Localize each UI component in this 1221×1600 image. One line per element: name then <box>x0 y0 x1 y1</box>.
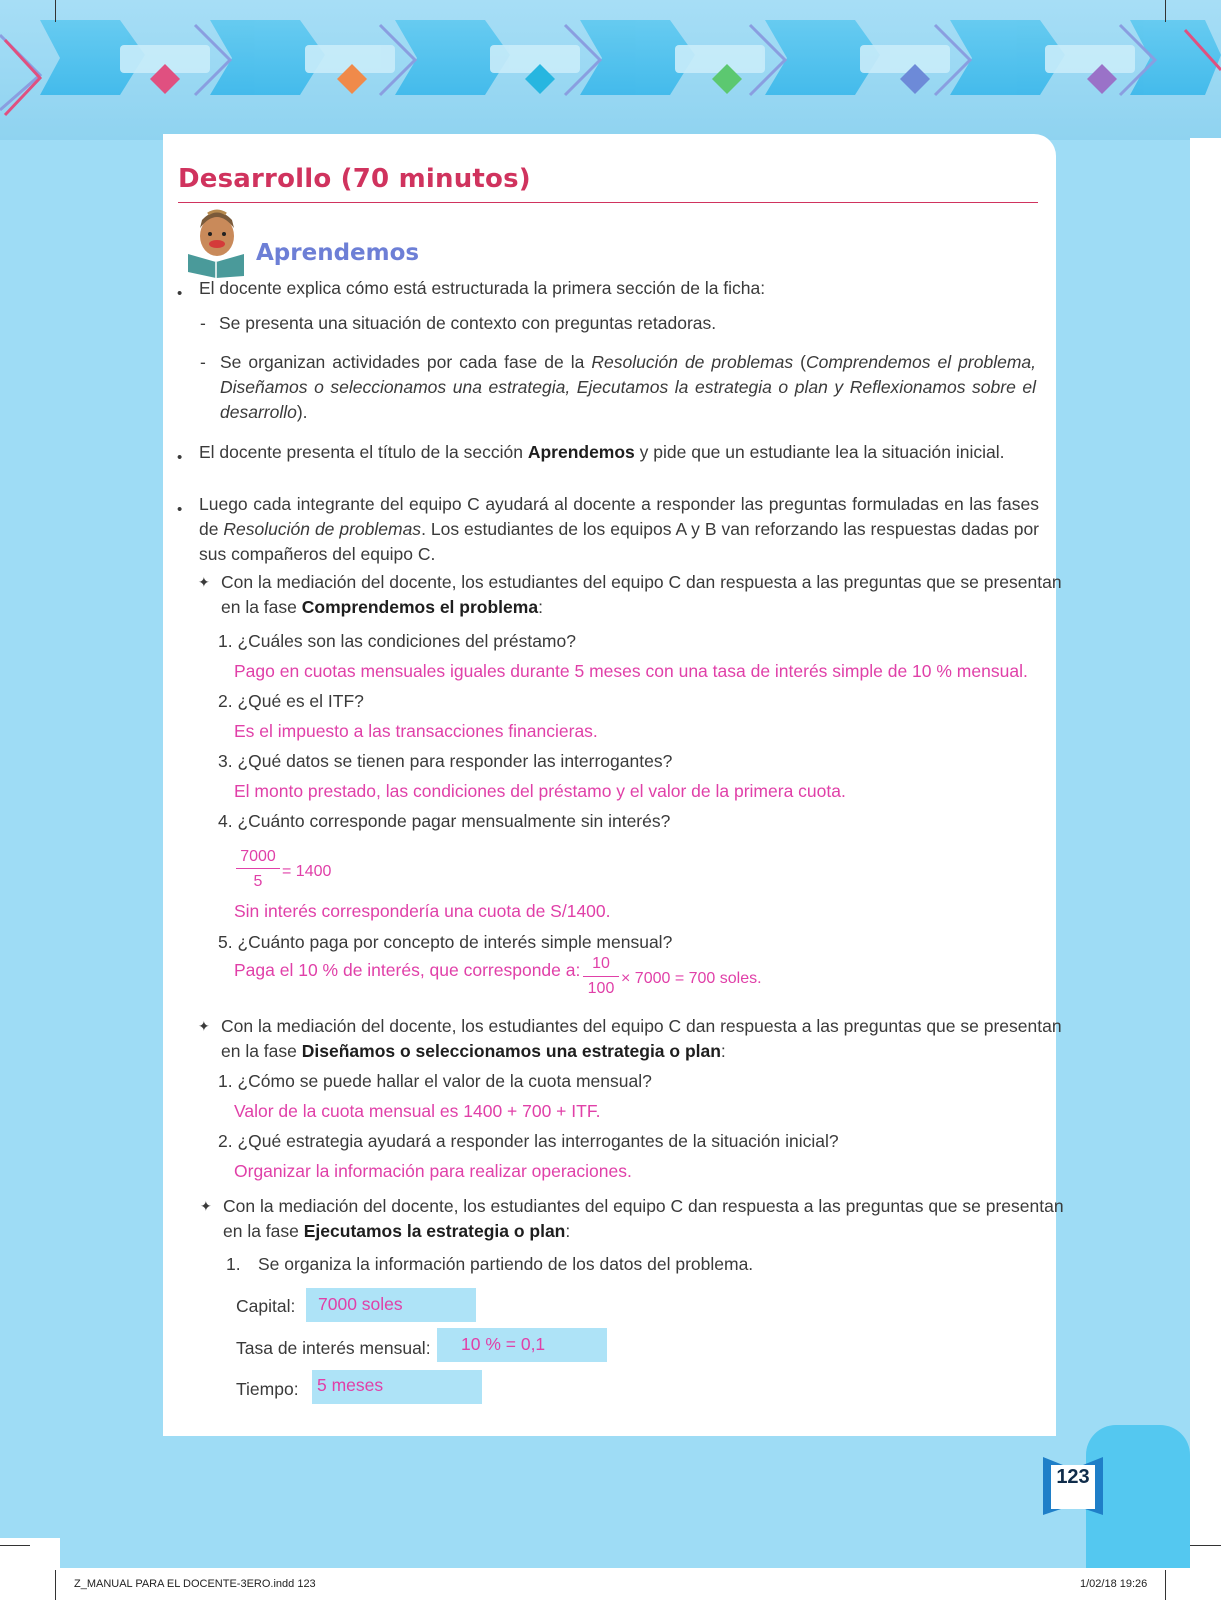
capital-value: 7000 soles <box>318 1294 403 1314</box>
fraction-denominator: 5 <box>253 873 263 890</box>
tiempo-value: 5 meses <box>317 1375 384 1395</box>
phase1-question-1: 1. ¿Cuáles son las condiciones del préstamo? <box>218 631 576 651</box>
reading-student-icon <box>186 206 248 278</box>
crop-mark <box>1165 0 1166 22</box>
fraction-result: = 1400 <box>282 863 332 880</box>
phase2-line1: Con la mediación del docente, los estudiantes del equipo C dan respuesta a las preguntas que se presentan <box>221 1016 1062 1036</box>
phase1-question-2: 2. ¿Qué es el ITF? <box>218 691 364 711</box>
intro-dash-1: Se presenta una situación de contexto con preguntas retadoras. <box>219 313 717 333</box>
page-number: 123 <box>1056 1466 1090 1488</box>
phase1-line1: Con la mediación del docente, los estudiantes del equipo C dan respuesta a las preguntas que se presentan <box>221 572 1062 592</box>
title-rule <box>178 202 1038 203</box>
bullet-dot: • <box>177 449 183 466</box>
phase2-answer-2: Organizar la información para realizar operaciones. <box>234 1161 632 1181</box>
tiempo-label: Tiempo: <box>236 1379 299 1399</box>
phase2-question-2: 2. ¿Qué estrategia ayudará a responder las interrogantes de la situación inicial? <box>218 1131 839 1151</box>
footer-file: Z_MANUAL PARA EL DOCENTE-3ERO.indd 123 <box>74 1578 316 1590</box>
phase2-question-1: 1. ¿Cómo se puede hallar el valor de la cuota mensual? <box>218 1071 652 1091</box>
crop-mark <box>1165 1570 1166 1600</box>
fraction-result: × 7000 = 700 soles. <box>621 970 762 987</box>
phase1-answer-1: Pago en cuotas mensuales iguales durante 5 meses con una tasa de interés simple de 10 % mensual. <box>234 661 1028 681</box>
subsection-title: Aprendemos <box>256 240 420 266</box>
intro-bullet-1: El docente explica cómo está estructurada la primera sección de la ficha: <box>199 278 766 298</box>
phase1-answer-2: Es el impuesto a las transacciones financieras. <box>234 721 598 741</box>
phase3-step: Se organiza la información partiendo de los datos del problema. <box>258 1254 754 1274</box>
intro-bullet-3: Luego cada integrante del equipo C ayudará al docente a responder las preguntas formuladas en las fases de Resolución de problemas. Los estudiantes de los equipos A y B van reforzando las respuestas dadas por sus compañeros del equipo C. <box>199 494 1040 564</box>
dash-marker: - <box>200 313 206 333</box>
intro-dash-2: Se organizan actividades por cada fase de la Resolución de problemas (Comprendemos el problema, Diseñamos o seleccionamos una estrategia, Ejecutamos la estrategia o plan y Reflexionamos sobre el desarrollo). <box>220 352 1036 422</box>
section-title: Desarrollo (70 minutos) <box>178 164 531 194</box>
intro-bullet-2: El docente presenta el título de la sección Aprendemos y pide que un estudiante lea la situación inicial. <box>199 442 1005 462</box>
crop-mark <box>55 1570 56 1600</box>
capital-label: Capital: <box>236 1296 296 1316</box>
diamond-pattern-banner-icon <box>0 0 1221 140</box>
phase3-step-number: 1. <box>226 1254 241 1274</box>
fraction-bar <box>583 976 619 977</box>
phase1-answer-5: Paga el 10 % de interés, que corresponde a: <box>234 960 581 980</box>
fraction-bar <box>236 868 280 869</box>
cross-bullet-icon: ✦ <box>200 1198 212 1214</box>
bullet-dot: • <box>177 501 183 518</box>
phase1-answer-4: Sin interés correspondería una cuota de S/1400. <box>234 901 611 921</box>
cross-bullet-icon: ✦ <box>198 574 210 590</box>
phase1-question-5: 5. ¿Cuánto paga por concepto de interés simple mensual? <box>218 932 673 952</box>
dash-marker: - <box>200 352 206 372</box>
crop-mark <box>55 0 56 22</box>
phase3-line2: en la fase Ejecutamos la estrategia o plan: <box>223 1221 571 1241</box>
phase1-question-3: 3. ¿Qué datos se tienen para responder las interrogantes? <box>218 751 673 771</box>
phase3-line1: Con la mediación del docente, los estudiantes del equipo C dan respuesta a las preguntas que se presentan <box>223 1196 1064 1216</box>
crop-mark <box>1190 1545 1221 1546</box>
phase1-line2: en la fase Comprendemos el problema: <box>221 597 543 617</box>
fraction-denominator: 100 <box>587 980 615 997</box>
footer-date: 1/02/18 19:26 <box>1080 1578 1148 1590</box>
bullet-dot: • <box>177 285 183 302</box>
phase1-answer-3: El monto prestado, las condiciones del préstamo y el valor de la primera cuota. <box>234 781 846 801</box>
tasa-label: Tasa de interés mensual: <box>236 1338 431 1358</box>
cross-bullet-icon: ✦ <box>198 1018 210 1034</box>
page-margin-right <box>1190 138 1221 1600</box>
crop-mark <box>0 1545 30 1546</box>
phase2-answer-1: Valor de la cuota mensual es 1400 + 700 + ITF. <box>234 1101 601 1121</box>
decorative-banner <box>0 0 1221 140</box>
phase1-question-4: 4. ¿Cuánto corresponde pagar mensualmente sin interés? <box>218 811 671 831</box>
phase2-line2: en la fase Diseñamos o seleccionamos una estrategia o plan: <box>221 1041 726 1061</box>
fraction-numerator: 7000 <box>240 848 276 865</box>
fraction-numerator: 10 <box>592 955 610 972</box>
tasa-value: 10 % = 0,1 <box>461 1334 546 1354</box>
